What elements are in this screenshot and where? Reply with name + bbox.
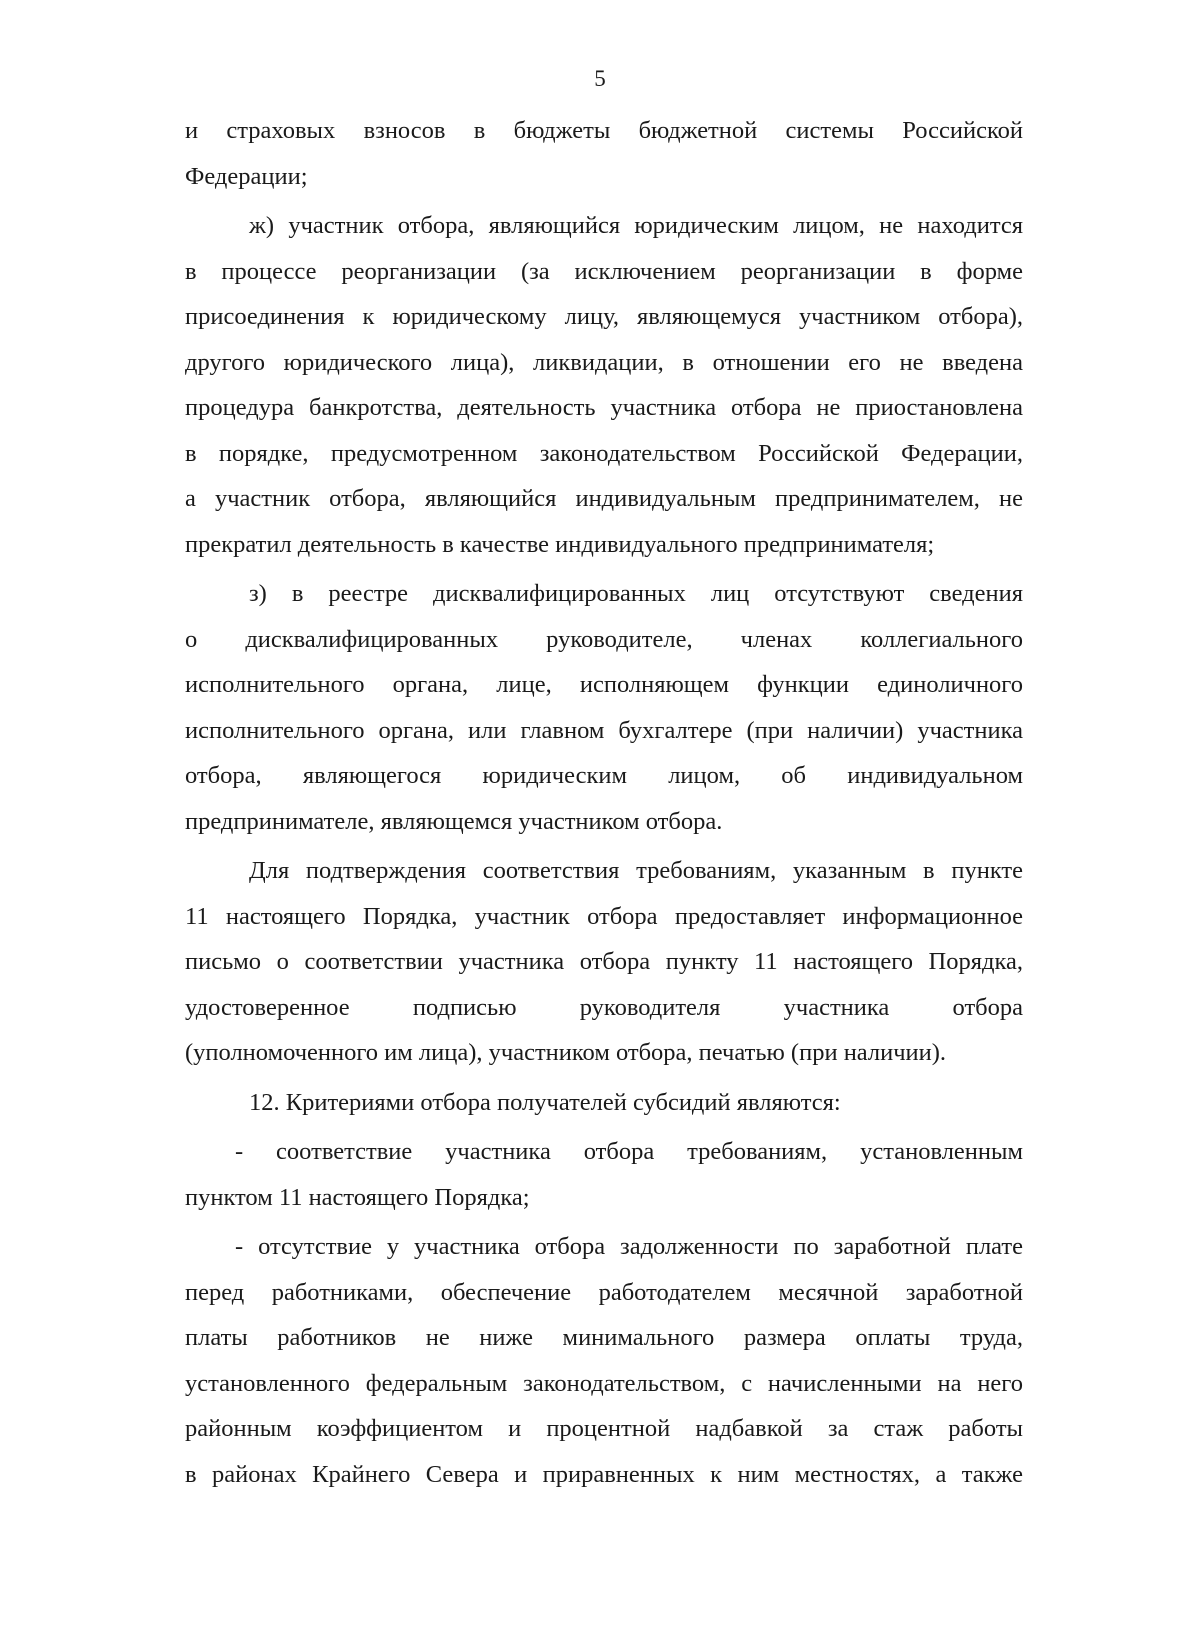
paragraph-item-z	[185, 571, 1023, 844]
text-line: прекратил деятельность в качестве индивидуального предпринимателя;	[185, 530, 935, 558]
paragraph-criterion-wages	[185, 1224, 1023, 1497]
text-line: установленного федеральным законодательством, с начисленными на него	[185, 1369, 1023, 1397]
text-line: удостоверенное подписью руководителя участника отбора	[185, 993, 1023, 1021]
text-line: - соответствие участника отбора требованиям, установленным	[235, 1138, 1023, 1165]
text-line: Для подтверждения соответствия требованиям, указанным в пункте	[249, 857, 1023, 884]
text-line: перед работниками, обеспечение работодателем месячной заработной	[185, 1278, 1023, 1306]
text-line: в порядке, предусмотренном законодательством Российской Федерации,	[185, 439, 1023, 467]
text-line: районным коэффициентом и процентной надбавкой за стаж работы	[185, 1415, 1023, 1442]
text-line: ж) участник отбора, являющийся юридическим лицом, не находится	[249, 212, 1023, 239]
text-line: в процессе реорганизации (за исключением реорганизации в форме	[185, 257, 1023, 285]
text-line: предпринимателе, являющемся участником отбора.	[185, 807, 723, 835]
text-line: в районах Крайнего Севера и приравненных к ним местностях, а также	[185, 1460, 1023, 1488]
text-line: отбора, являющегося юридическим лицом, об индивидуальном	[185, 762, 1023, 789]
paragraph-item-zh	[185, 203, 1023, 567]
text-line: процедура банкротства, деятельность участника отбора не приостановлена	[185, 394, 1023, 421]
paragraph-contributions-end	[185, 108, 1023, 199]
paragraph-criterion-compliance	[185, 1129, 1023, 1220]
text-line: письмо о соответствии участника отбора пункту 11 настоящего Порядка,	[185, 948, 1023, 975]
text-line: и страховых взносов в бюджеты бюджетной системы Российской	[185, 117, 1023, 144]
text-line: 11 настоящего Порядка, участник отбора предоставляет информационное	[185, 902, 1023, 930]
text-line: о дисквалифицированных руководителе, членах коллегиального	[185, 625, 1023, 653]
text-line: (уполномоченного им лица), участником отбора, печатью (при наличии).	[185, 1039, 947, 1066]
page-number: 5	[594, 66, 606, 91]
text-line: а участник отбора, являющийся индивидуальным предпринимателем, не	[185, 485, 1023, 512]
text-line: з) в реестре дисквалифицированных лиц отсутствуют сведения	[249, 580, 1023, 607]
text-line: 12. Критериями отбора получателей субсидий являются:	[249, 1088, 841, 1116]
text-line: пунктом 11 настоящего Порядка;	[185, 1183, 530, 1211]
text-line: платы работников не ниже минимального размера оплаты труда,	[185, 1324, 1023, 1351]
text-line: - отсутствие у участника отбора задолженности по заработной плате	[235, 1233, 1023, 1260]
text-line: исполнительного органа, или главном бухгалтере (при наличии) участника	[185, 716, 1023, 744]
text-line: другого юридического лица), ликвидации, в отношении его не введена	[185, 348, 1023, 376]
text-line: Федерации;	[185, 162, 308, 190]
text-line: присоединения к юридическому лицу, являющемуся участником отбора),	[185, 303, 1023, 330]
document-body	[185, 104, 1023, 1497]
paragraph-criteria-heading	[185, 1080, 1023, 1126]
paragraph-confirmation	[185, 848, 1023, 1076]
text-line: исполнительного органа, лице, исполняющем функции единоличного	[185, 671, 1023, 698]
